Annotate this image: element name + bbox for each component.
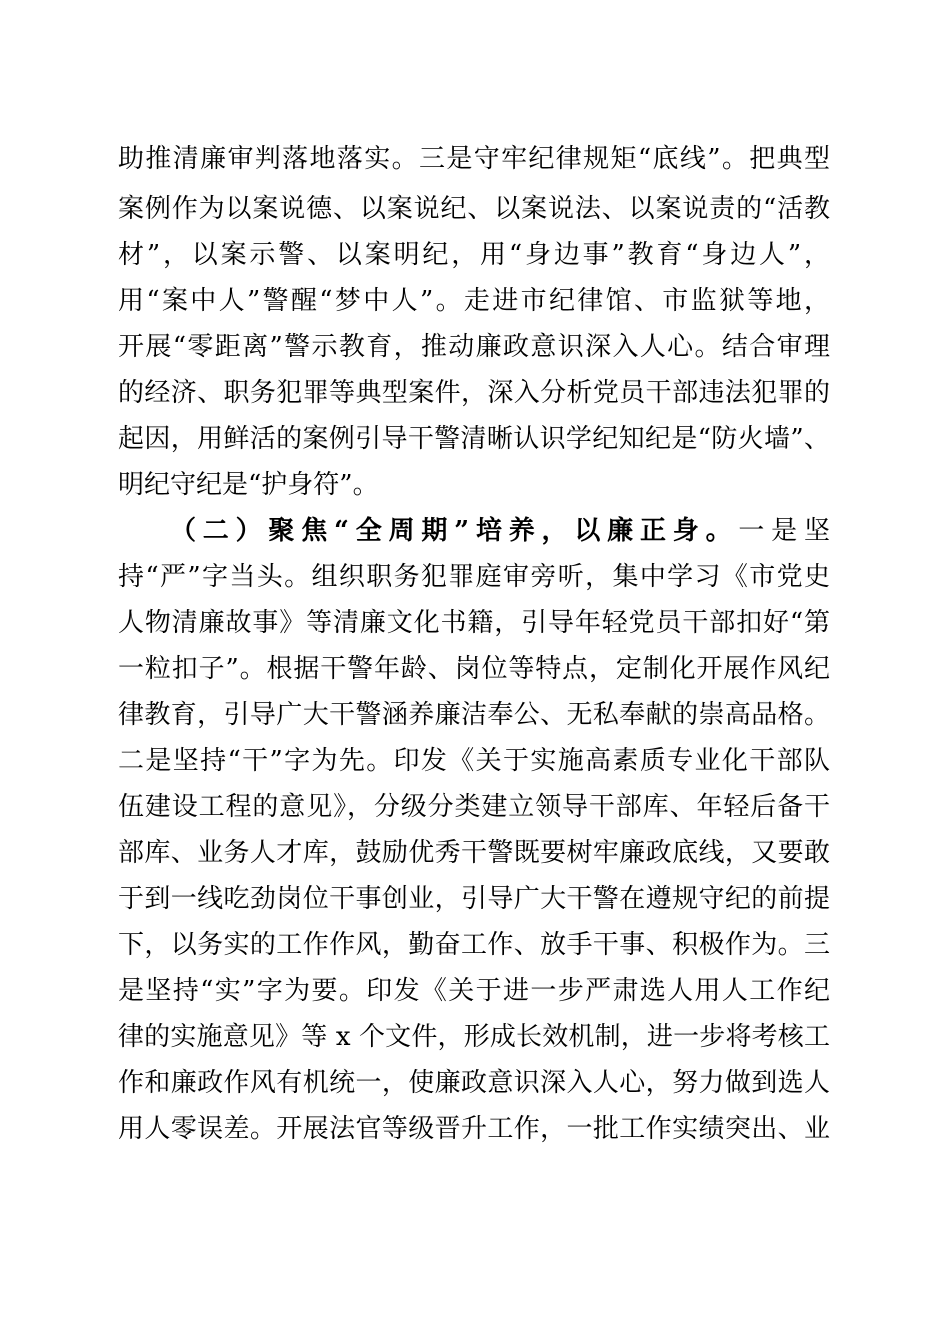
body-text-line: 明纪守纪是“护身符”。 [118,470,379,500]
body-text-line: 助推清廉审判落地落实。三是守牢纪律规矩“底线”。把典型 [118,144,830,174]
body-text-line: 材”，以案示警、以案明纪，用“身边事”教育“身边人”， [118,240,830,270]
body-text-line: 部库、业务人才库，鼓励优秀干警既要树牢廉政底线，又要敢 [118,838,830,868]
section-heading-line [170,513,830,549]
body-text-line: 人物清廉故事》等清廉文化书籍，引导年轻党员干部扣好“第 [118,608,830,638]
body-text-line: 开展“零距离”警示教育，推动廉政意识深入人心。结合审理 [118,332,830,362]
body-text-line: 作和廉政作风有机统一，使廉政意识深入人心，努力做到选人 [118,1068,830,1098]
body-text-line: 案例作为以案说德、以案说纪、以案说法、以案说责的“活教 [118,194,830,224]
body-text-line: 持“严”字当头。组织职务犯罪庭审旁听，集中学习《市党史 [118,562,830,592]
body-text-line: 用“案中人”警醒“梦中人”。走进市纪律馆、市监狱等地， [118,286,830,316]
body-text-line: 的经济、职务犯罪等典型案件，深入分析党员干部违法犯罪的 [118,378,830,408]
body-text-line: 用人零误差。开展法官等级晋升工作，一批工作实绩突出、业 [118,1114,830,1144]
body-text-line: 是坚持“实”字为要。印发《关于进一步严肃选人用人工作纪 [118,976,830,1006]
body-text-line: 律的实施意见》等 x 个文件，形成长效机制，进一步将考核工 [118,1022,830,1052]
section-heading: （二）聚焦“全周期”培养，以廉正身。 [170,516,739,546]
body-text-line: 律教育，引导广大干警涵养廉洁奉公、无私奉献的崇高品格。 [118,700,830,730]
body-text-line: 下，以务实的工作作风，勤奋工作、放手干事、积极作为。三 [118,930,830,960]
body-text-line: 起因，用鲜活的案例引导干警清晰认识学纪知纪是“防火墙”、 [118,424,830,454]
body-text-line: 二是坚持“干”字为先。印发《关于实施高素质专业化干部队 [118,746,830,776]
body-text-line: 一粒扣子”。根据干警年龄、岗位等特点，定制化开展作风纪 [118,654,830,684]
body-text-line: 于到一线吃劲岗位干事创业，引导广大干警在遵规守纪的前提 [118,884,830,914]
section-heading-continuation: 一是坚 [738,516,830,546]
body-text-line: 伍建设工程的意见》，分级分类建立领导干部库、年轻后备干 [118,792,830,822]
